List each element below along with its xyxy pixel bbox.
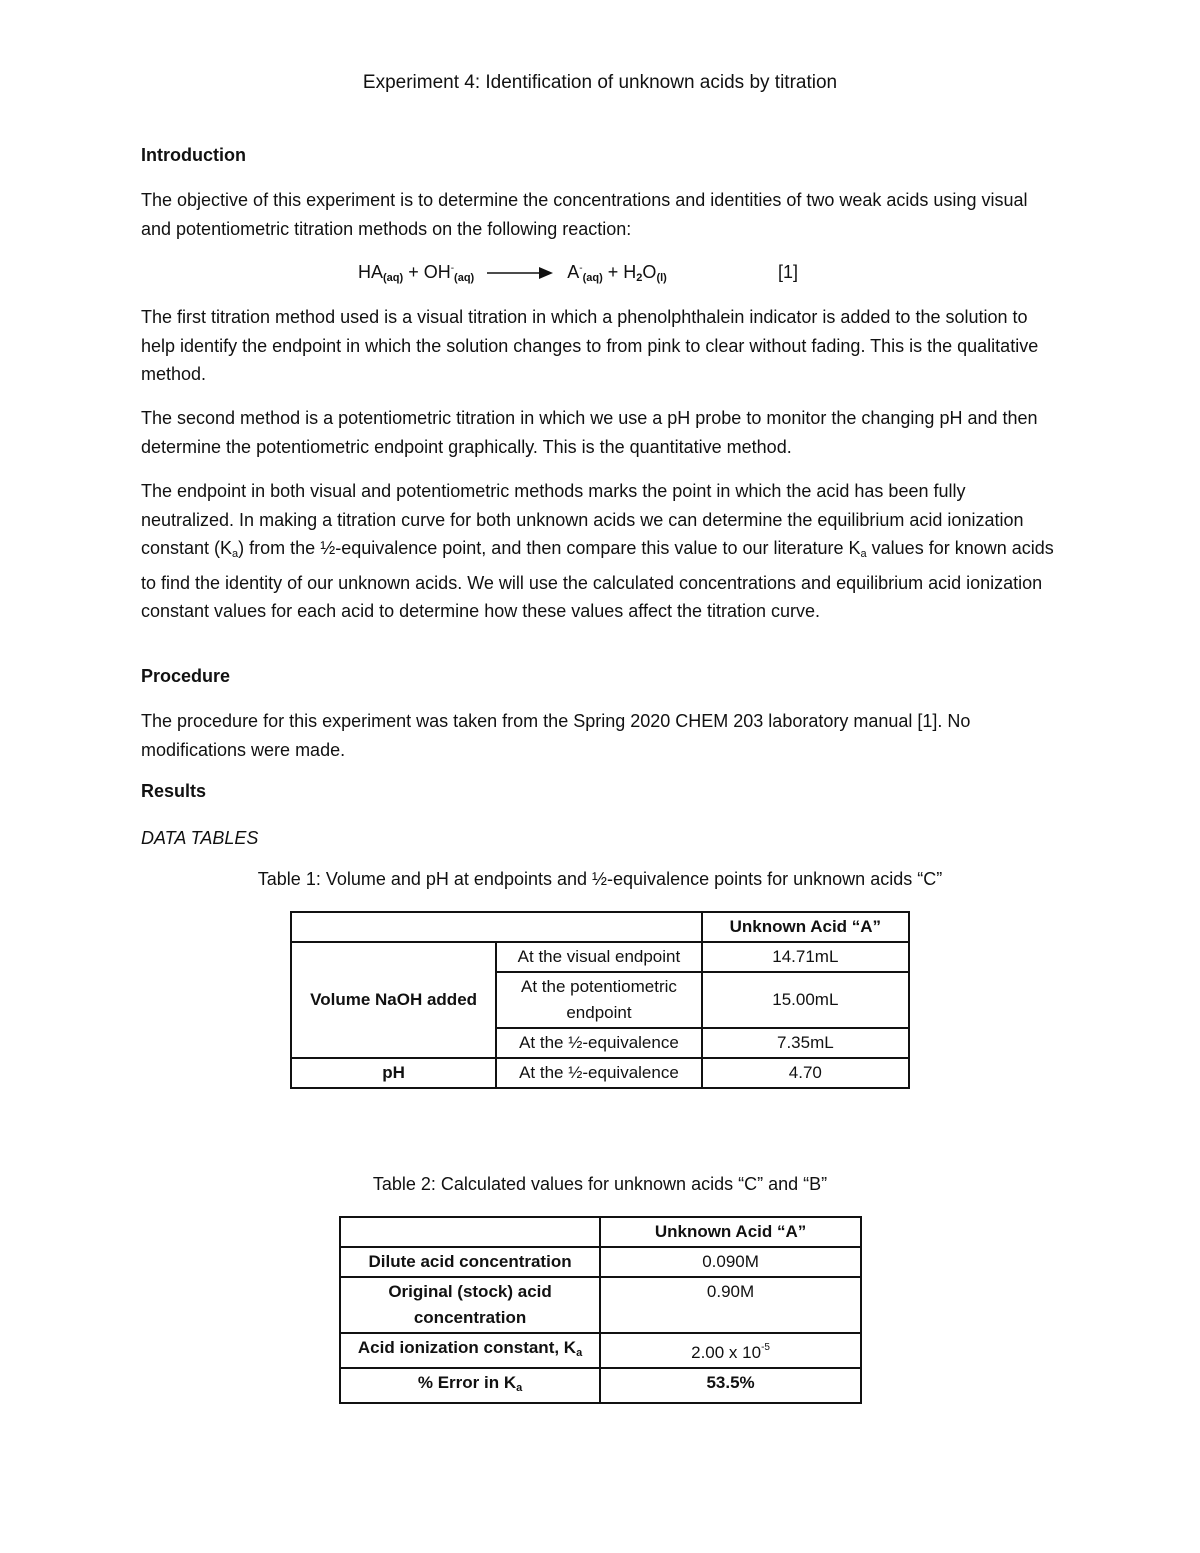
ka-value-text: 2.00 x 10 [691, 1343, 762, 1362]
table1-caption: Table 1: Volume and pH at endpoints and ½-equivalence points for unknown acids “C” [257, 869, 943, 889]
table2-row-value: 0.90M [600, 1277, 861, 1333]
ka-subscript-2: a [860, 548, 867, 560]
eq-oh: + OH [403, 262, 451, 282]
table2-row-label: Original (stock) acid concentration [340, 1277, 600, 1333]
procedure-heading: Procedure [141, 666, 231, 686]
eq-two: 2 [636, 272, 643, 284]
table1-row-label: At the potentiometric endpoint [496, 972, 701, 1028]
eq-h: + H [602, 262, 637, 282]
table1-row-value: 14.71mL [702, 942, 909, 972]
table-row [340, 1217, 861, 1247]
table-row [291, 1058, 909, 1088]
table1-row-label: At the ½-equivalence [496, 1028, 701, 1058]
introduction-heading: Introduction [141, 145, 246, 165]
intro-paragraph-visual-text: The first titration method used is a visual titration in which a phenolphthalein indicator is added to the solution to help identify the endpoint in which the solution changes to from pink to clear without fading. This is the qualitative method. [141, 307, 1039, 384]
eq-a: A [567, 262, 580, 282]
ka-value-exponent: -5 [761, 1342, 770, 1353]
intro-paragraph-potentiometric [141, 404, 1061, 461]
intro-paragraph-visual [141, 303, 1061, 389]
table1-row-label: At the visual endpoint [496, 942, 701, 972]
table2-row-label: Dilute acid concentration [340, 1247, 600, 1277]
table1-column-header: Unknown Acid “A” [702, 912, 909, 942]
table1-row-value: 4.70 [702, 1058, 909, 1088]
intro-paragraph-endpoint [141, 477, 1061, 626]
table-row [291, 942, 909, 972]
ka-subscript-1: a [232, 548, 239, 560]
table1-row-value: 15.00mL [702, 972, 909, 1028]
data-tables-subheading: DATA TABLES [141, 828, 259, 848]
table2-caption: Table 2: Calculated values for unknown acids “C” and “B” [372, 1174, 828, 1194]
eq-aq-2: (aq) [454, 272, 475, 284]
intro-paragraph-objective [141, 186, 1061, 243]
procedure-paragraph-text: The procedure for this experiment was taken from the Spring 2020 CHEM 203 laboratory manual [1]. No modifications were made. [141, 711, 971, 760]
table1-row-value: 7.35mL [702, 1028, 909, 1058]
table2-empty-header [340, 1217, 600, 1247]
equation-number: [1] [778, 262, 799, 282]
eq-minus-1: - [450, 263, 455, 274]
intro-paragraph-potentiometric-text: The second method is a potentiometric titration in which we use a pH probe to monitor the changing pH and then determine the potentiometric endpoint graphically. This is the quantitative method. [141, 408, 1038, 457]
reaction-equation [358, 262, 667, 284]
table2-ka-label [340, 1333, 600, 1368]
results-heading: Results [141, 781, 207, 801]
reaction-arrow-icon [487, 266, 553, 280]
procedure-paragraph [141, 707, 1061, 764]
eq-o: O [642, 262, 657, 282]
table2-ka-value [600, 1333, 861, 1368]
table1-volume-label: Volume NaOH added [291, 942, 496, 1058]
document-title: Experiment 4: Identification of unknown acids by titration [362, 72, 838, 93]
error-label-text: % Error in K [417, 1373, 517, 1392]
table2 [339, 1216, 862, 1404]
table1 [290, 911, 910, 1089]
eq-liquid: (l) [656, 272, 667, 284]
intro-paragraph-objective-text: The objective of this experiment is to determine the concentrations and identities of two weak acids using visual and potentiometric titration methods on the following reaction: [141, 190, 1028, 239]
eq-ha: HA [358, 262, 384, 282]
table2-error-value: 53.5% [600, 1368, 861, 1403]
table-row [340, 1277, 861, 1333]
table-row [340, 1333, 861, 1368]
table1-empty-header [291, 912, 702, 942]
eq-aq-3: (aq) [582, 272, 603, 284]
intro-paragraph-endpoint-text [141, 477, 1061, 626]
error-label-subscript: a [516, 1382, 523, 1394]
eq-minus-2: - [579, 263, 583, 274]
table-row [340, 1247, 861, 1277]
endpoint-text-2: ) from the ½-equivalence point, and then compare this value to our literature K [238, 538, 861, 558]
eq-aq-1: (aq) [383, 272, 404, 284]
ka-label-text: Acid ionization constant, K [357, 1338, 577, 1357]
table1-row-label: At the ½-equivalence [496, 1058, 701, 1088]
table2-column-header: Unknown Acid “A” [600, 1217, 861, 1247]
table-row [291, 912, 909, 942]
table2-error-label [340, 1368, 600, 1403]
table1-ph-label: pH [291, 1058, 496, 1088]
ka-label-subscript: a [576, 1347, 583, 1359]
table2-row-value: 0.090M [600, 1247, 861, 1277]
endpoint-text-1: The endpoint in both visual and potentiometric methods marks the point in which the acid has been fully neutralized. In making a titration curve for both unknown acids we can determine the equilibrium acid ionization constant (K [141, 481, 1024, 558]
endpoint-text-3: values for known acids to find the identity of our unknown acids. We will use the calculated concentrations and equilibrium acid ionization constant values for each acid to determine how these values affect the titration curve. [141, 538, 1054, 621]
table-row [340, 1368, 861, 1403]
